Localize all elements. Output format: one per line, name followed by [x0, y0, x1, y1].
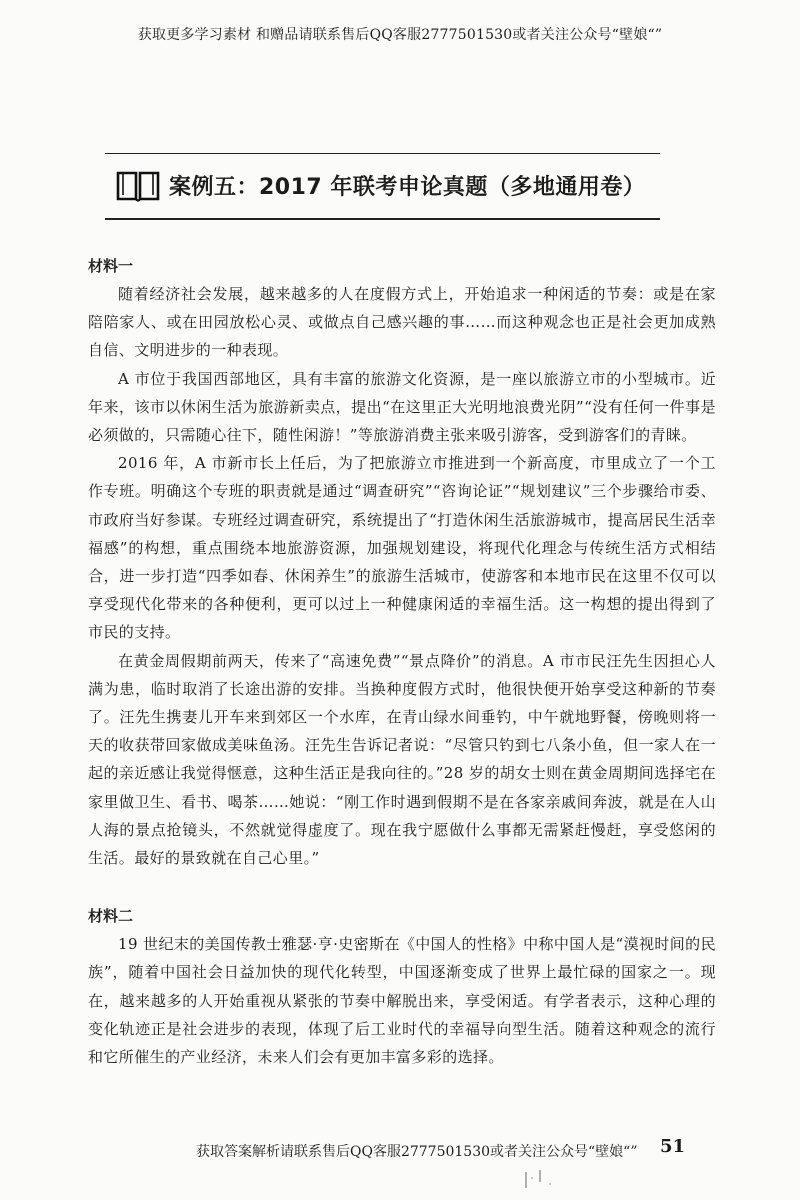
header-promo-note: 获取更多学习素材 和赠品请联系售后QQ客服2777501530或者关注公众号“壁娘“” — [137, 27, 663, 43]
scan-artifact-icon — [520, 1168, 560, 1190]
paragraph: 19 世纪末的美国传教士雅瑟·亨·史密斯在《中国人的性格》中称中国人是“漠视时间的民族”，随着中国社会日益加快的现代化转型，中国逐渐变成了世界上最忙碌的国家之一。现在，越来越多的人开始重视从紧张的节奏中解脱出来，享受闲适。有学者表示，这种心理的变化轨迹正是社会进步的表现，体现了后工业时代的幸福导向型生活。随着这种观念的流行和它所催生的产业经济，未来人们会有更加丰富多彩的选择。 — [88, 935, 716, 1067]
paragraph: A 市位于我国西部地区，具有丰富的旅游文化资源，是一座以旅游立市的小型城市。近年来，该市以休闲生活为旅游新卖点，提出“在这里正大光明地浪费光阴”“没有任何一件事是必须做的，只需随心往下，随性闲游！”等旅游消费主张来吸引游客，受到游客们的青睐。 — [88, 369, 716, 445]
case-title: 案例五：2017 年联考申论真题（多地通用卷） — [169, 175, 646, 200]
footer-promo-note: 获取答案解析请联系售后QQ客服2777501530或者关注公众号“壁娘“” — [196, 1144, 638, 1160]
open-book-icon — [115, 169, 161, 203]
page-number: 51 — [660, 1136, 686, 1157]
paragraph: 在黄金周假期前两天，传来了“高速免费”“景点降价”的消息。A 市市民汪先生因担心人满为患，临时取消了长途出游的安排。当换种度假方式时，他很快便开始享受这种新的节奏了。汪先生携妻儿开车来到郊区一个水库，在青山绿水间垂钓，中午就地野餐，傍晚则将一天的收获带回家做成美味鱼汤。汪先生告诉记者说：“尽管只钓到七八条小鱼，但一家人在一起的亲近感让我觉得惬意，这种生活正是我向往的。”28 岁的胡女士则在黄金周期间选择宅在家里做卫生、看书、喝茶……她说：“刚工作时遇到假期不是在各家亲戚间奔波，就是在人山人海的景点抢镜头，不然就觉得虚度了。现在我宁愿做什么事都无需紧赶慢赶，享受悠闲的生活。最好的景致就在自己心里。” — [88, 651, 716, 868]
section-heading-material-1: 材料一 — [88, 257, 134, 275]
section-heading-material-2: 材料二 — [88, 907, 134, 926]
paragraph: 随着经济社会发展，越来越多的人在度假方式上，开始追求一种闲适的节奏：或是在家陪陪家人、或在田园放松心灵、或做点自己感兴趣的事……而这种观念也正是社会更加成熟自信、文明进步的一种表现。 — [88, 285, 716, 360]
section-gap — [88, 872, 716, 902]
paragraph: 2016 年，A 市新市长上任后，为了把旅游立市推进到一个新高度，市里成立了一个工作专班。明确这个专班的职责就是通过“调查研究”“咨询论证”“规划建议”三个步骤给市委、市政府当好参谋。专班经过调查研究，系统提出了“打造休闲生活旅游城市，提高居民生活幸福感”的构想，重点围绕本地旅游资源，加强规划建设，将现代化理念与传统生活方式相结合，进一步打造“四季如春、休闲养生”的旅游生活城市，使游客和本地市民在这里不仅可以享受现代化带来的各种便利，更可以过上一种健康闲适的幸福生活。这一构想的提出得到了市民的支持。 — [88, 454, 716, 642]
case-title-banner — [105, 153, 660, 220]
document-body — [88, 252, 716, 1071]
